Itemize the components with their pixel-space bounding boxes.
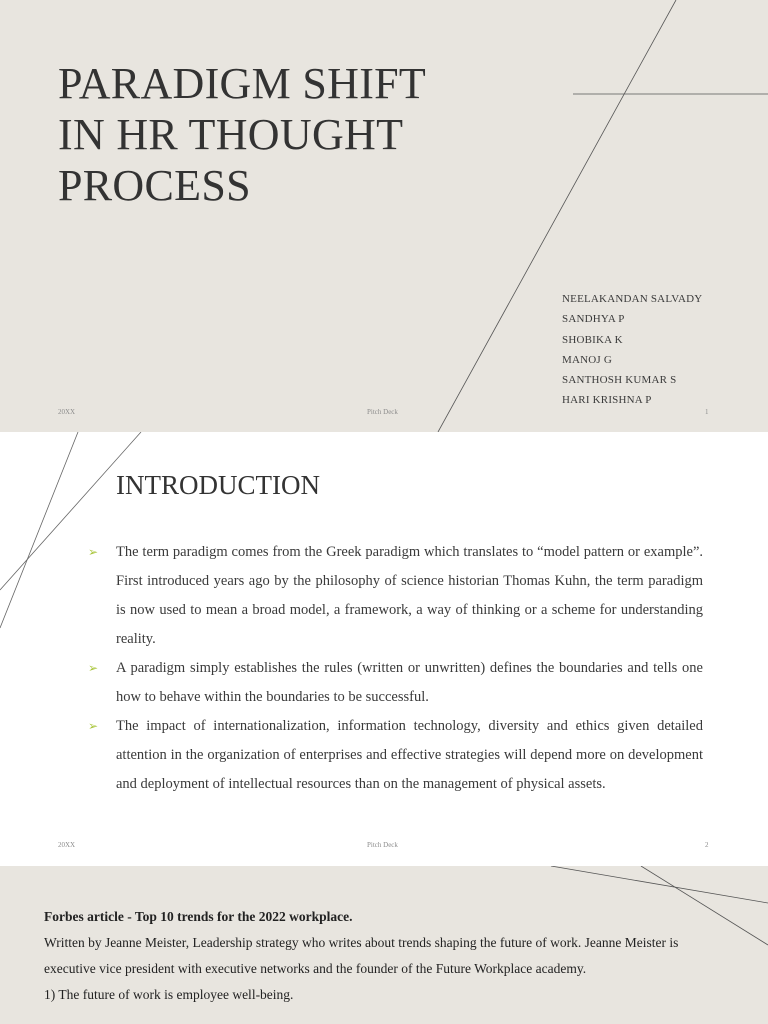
bullet-text: A paradigm simply establishes the rules (written or unwritten) defines the boundaries and tells one how to behave within the boundaries to be successful. [116, 660, 703, 705]
author-name: NEELAKANDAN SALVADY [562, 293, 703, 305]
diagonal-line [551, 866, 768, 903]
bullet-text: The impact of internationalization, information technology, diversity and ethics given detailed attention in the organization of enterprises and effective strategies will depend more on development and deployment of intellectual resources than on the management of physical assets. [116, 718, 703, 792]
title-line: IN HR THOUGHT [58, 110, 404, 159]
slide-title: INTRODUCTION [116, 470, 320, 500]
footer-page-number: 2 [705, 841, 709, 849]
slide-body [44, 904, 684, 1008]
footer-page-number: 1 [705, 408, 709, 416]
trend-item: 1) The future of work is employee well-being. [44, 987, 294, 1002]
title-line: PROCESS [58, 161, 251, 210]
author-name: SANTHOSH KUMAR S [562, 374, 677, 387]
author-name: HARI KRISHNA P [562, 394, 652, 407]
article-heading: Forbes article - Top 10 trends for the 2022 workplace. [44, 909, 353, 924]
author-name: SHOBIKA K [562, 333, 623, 346]
title-slide [0, 0, 768, 432]
article-description: Written by Jeanne Meister, Leadership strategy who writes about trends shaping the future of work. Jeanne Meister is executive vice president with executive networks and the founder of the Future Workplace academy. [44, 935, 679, 976]
arrow-bullet-icon: ➢ [88, 719, 99, 733]
bullet-item [88, 538, 703, 654]
bullet-item [88, 654, 703, 712]
author-list [562, 289, 702, 411]
arrow-bullet-icon: ➢ [88, 661, 99, 675]
footer-date: 20XX [58, 841, 76, 849]
footer-label: Pitch Deck [367, 408, 398, 416]
bullet-text: The term paradigm comes from the Greek paradigm which translates to “model pattern or example”. First introduced years ago by the philosophy of science historian Thomas Kuhn, the term paradigm is now used to mean a broad model, a framework, a way of thinking or a scheme for understanding reality. [116, 544, 703, 647]
footer-label: Pitch Deck [367, 841, 398, 849]
author-name: SANDHYA P [562, 313, 625, 326]
forbes-trends-slide [0, 866, 768, 1024]
title-line: PARADIGM SHIFT [58, 59, 427, 108]
arrow-bullet-icon: ➢ [88, 545, 99, 559]
footer-date: 20XX [58, 408, 76, 416]
introduction-slide [0, 432, 768, 866]
bullet-item [88, 712, 703, 799]
slide-title [58, 58, 426, 211]
bullet-list [88, 538, 703, 799]
author-name: MANOJ G [562, 353, 612, 366]
diagonal-line [0, 432, 78, 628]
